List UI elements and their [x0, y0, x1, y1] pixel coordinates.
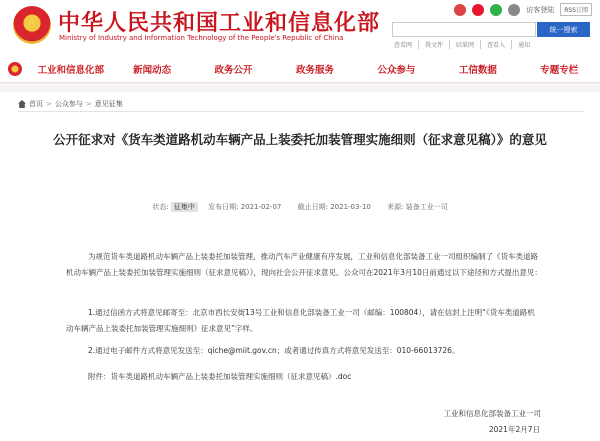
- paragraph-email: 2.通过电子邮件方式将意见发送至：qiche@miit.gov.cn；或者通过传真方式将意见发送至：010-66013726。: [88, 346, 460, 355]
- quick-link[interactable]: 通知: [511, 40, 536, 49]
- paragraph-mail: 1.通过信函方式将意见邮寄至：北京市西长安街13号工业和信息化部装备工业一司（邮编：100804），请在信封上注明“《货车类道路机动车辆产品上装委托加装管理实施细则》征求意见”字样。: [66, 308, 535, 333]
- start-date-label: 发布日期:: [208, 203, 239, 211]
- breadcrumb-solicitation[interactable]: 意见征集: [94, 100, 123, 108]
- nav-item-affairs[interactable]: 政务公开: [214, 64, 253, 76]
- nav-item-news[interactable]: 新闻动态: [133, 64, 172, 76]
- search-input[interactable]: [392, 22, 536, 37]
- breadcrumb-participation[interactable]: 公众参与: [54, 100, 83, 108]
- wechat-icon[interactable]: [490, 4, 502, 16]
- globe-icon[interactable]: [454, 4, 466, 16]
- article-title: 公开征求对《货车类道路机动车辆产品上装委托加装管理实施细则（征求意见稿）》的意见: [53, 132, 547, 147]
- source-dept: 装备工业一司: [405, 203, 448, 211]
- nav-item-participation[interactable]: 公众参与: [377, 64, 416, 76]
- nav-divider: [0, 82, 600, 84]
- signature-date: 2021年2月7日: [488, 425, 540, 434]
- site-title[interactable]: 中华人民共和国工业和信息化部: [58, 11, 381, 36]
- search-button[interactable]: 统一搜索: [537, 22, 590, 37]
- main-nav: [0, 55, 600, 82]
- quick-link[interactable]: 查看入: [480, 40, 511, 49]
- site-subtitle: Ministry of Industry and Information Technology of the People's Republic of China: [59, 34, 344, 42]
- status-label: 状态:: [152, 203, 169, 211]
- quick-link[interactable]: 我文件: [418, 40, 449, 49]
- breadcrumb-divider: [18, 111, 584, 112]
- nav-home[interactable]: [0, 62, 30, 76]
- end-date: 2021-03-10: [330, 203, 371, 211]
- user-icon: [508, 4, 520, 16]
- nav-item-services[interactable]: 政务服务: [295, 64, 334, 76]
- breadcrumb-home[interactable]: 首页: [29, 100, 43, 108]
- home-icon: [18, 100, 26, 108]
- top-links: [454, 3, 592, 16]
- rss-link[interactable]: RSS订阅: [560, 3, 592, 16]
- attachment-link[interactable]: 附件：货车类道路机动车辆产品上装委托加装管理实施细则（征求意见稿）.doc: [88, 372, 352, 381]
- source-label: 来源:: [387, 203, 404, 211]
- end-date-label: 截止日期:: [297, 203, 328, 211]
- spacer-band: [0, 85, 600, 92]
- nav-item-topics[interactable]: 专题专栏: [540, 64, 579, 76]
- emblem-home-icon[interactable]: [8, 62, 22, 76]
- status-badge: 征集中: [171, 202, 198, 212]
- breadcrumb: [18, 99, 123, 109]
- signature-org: 工业和信息化部装备工业一司: [443, 409, 541, 418]
- nav-item-ministry[interactable]: 工业和信息化部: [37, 64, 104, 76]
- quick-links: [388, 40, 536, 49]
- paragraph-intro: 为规范货车类道路机动车辆产品上装委托加装管理，推动汽车产业健康有序发展，工业和信息化部装备工业一司组织编制了《货车类道路机动车辆产品上装委托加装管理实施细则（征求意见稿）》，现向社会公开征求意见。公众可在2021年3月10日前通过以下途径和方式提出意见：: [66, 252, 542, 277]
- breadcrumb-separator: >: [85, 100, 92, 108]
- article-meta: [0, 202, 600, 212]
- breadcrumb-separator: >: [46, 100, 52, 108]
- quick-link[interactable]: 结果网: [449, 40, 480, 49]
- weibo-icon[interactable]: [472, 4, 484, 16]
- quick-link[interactable]: 查看网: [394, 42, 413, 49]
- site-header: [0, 0, 600, 52]
- start-date: 2021-02-07: [240, 203, 282, 211]
- visitor-login-link[interactable]: 访客登陆: [526, 5, 555, 14]
- nav-item-data[interactable]: 工信数据: [458, 64, 497, 76]
- national-emblem-icon: [13, 6, 51, 44]
